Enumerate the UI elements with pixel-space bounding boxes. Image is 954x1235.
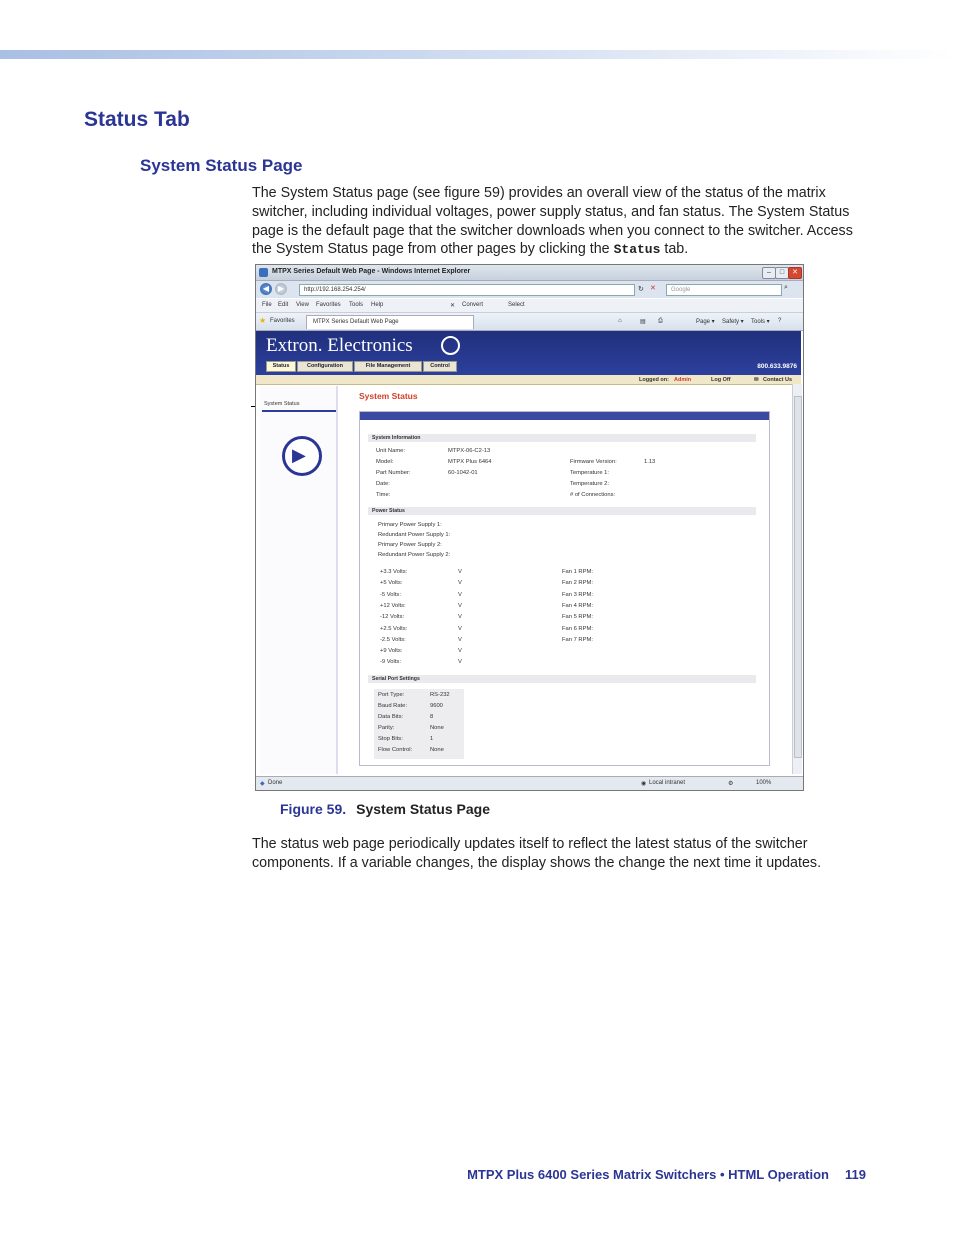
contact-icon[interactable]: ✉	[754, 377, 759, 383]
serial-label: Stop Bits:	[378, 736, 403, 742]
section-heading: Status Tab	[84, 108, 190, 131]
feeds-icon[interactable]: ▤	[640, 319, 646, 325]
menu-edit[interactable]: Edit	[278, 302, 289, 308]
serial-value: 9600	[430, 703, 443, 709]
tab-control[interactable]: Control	[423, 361, 457, 372]
maximize-button[interactable]: □	[775, 267, 789, 279]
search-input[interactable]: Google	[666, 284, 782, 296]
voltage-label: +2.5 Volts:	[380, 625, 408, 632]
voltage-unit: V	[458, 591, 462, 598]
serial-label: Parity:	[378, 725, 395, 731]
intro-paragraph	[252, 184, 862, 260]
search-icon[interactable]: ⌕	[784, 284, 788, 291]
tab-configuration[interactable]: Configuration	[297, 361, 353, 372]
nav-system-status[interactable]: System Status	[262, 399, 336, 412]
voltage-label: -5 Volts:	[380, 591, 401, 598]
serial-label: Port Type:	[378, 692, 405, 698]
voltage-label: +3.3 Volts:	[380, 569, 408, 575]
info-label: Time:	[376, 492, 391, 498]
favorites-button[interactable]: Favorites	[270, 318, 295, 324]
info-label: Unit Name:	[376, 448, 405, 454]
fan-label: Fan 6 RPM:	[562, 625, 593, 632]
help-icon[interactable]: ?	[778, 318, 782, 324]
extron-emblem-icon: ▶	[282, 436, 322, 476]
print-icon[interactable]: ⎙	[658, 318, 663, 324]
voltage-unit: V	[458, 636, 462, 643]
fan-label: Fan 2 RPM:	[562, 580, 593, 587]
zoom-level[interactable]: 100%	[756, 780, 772, 786]
voltage-unit: V	[458, 648, 462, 655]
info-label: Date:	[376, 481, 390, 487]
voltage-label: +12 Volts:	[380, 602, 406, 609]
stop-icon[interactable]: ✕	[650, 285, 656, 292]
info-value: MTPX-06-C2-13	[448, 448, 491, 454]
voltage-unit: V	[458, 569, 462, 575]
page-footer	[467, 1167, 866, 1182]
serial-header: Serial Port Settings	[368, 675, 756, 683]
log-off-link[interactable]: Log Off	[711, 377, 731, 383]
serial-value: 1	[430, 736, 434, 742]
page-title: System Status	[359, 391, 418, 401]
info-label: Part Number:	[376, 470, 411, 476]
session-bar	[256, 375, 801, 385]
serial-label: Baud Rate:	[378, 703, 408, 709]
menu-tools[interactable]: Tools	[349, 302, 364, 308]
scrollbar-thumb[interactable]	[794, 396, 802, 758]
forward-icon[interactable]: ▶	[275, 283, 287, 295]
serial-value: RS-232	[430, 692, 450, 698]
info-label: Temperature 1:	[570, 470, 609, 476]
browser-title-bar	[256, 265, 803, 281]
intro-text: The System Status page (see figure 59) provides an overall view of the status of the matrix switcher, including individual voltages, power supply status, and fan status. The System Status page is the default page that the switcher downloads when you connect to the switcher. Access the System Status page from other pages by clicking the	[252, 185, 853, 258]
favorites-bar	[256, 313, 803, 331]
info-label: Model:	[376, 459, 394, 465]
voltage-unit: V	[458, 659, 462, 666]
browser-status-bar	[256, 776, 803, 790]
voltage-label: +9 Volts:	[380, 648, 403, 655]
tab-status[interactable]: Status	[266, 361, 296, 372]
menu-help[interactable]: Help	[371, 302, 384, 308]
voltage-unit: V	[458, 625, 462, 632]
subsection-heading: System Status Page	[140, 156, 303, 175]
figure-number: Figure 59.	[280, 801, 347, 817]
protected-mode-icon: ⚙	[728, 781, 734, 787]
safety-menu[interactable]: Safety ▾	[722, 319, 744, 325]
close-toolbar-icon[interactable]: ✕	[450, 303, 456, 309]
voltage-label: +5 Volts:	[380, 580, 403, 587]
ie-icon	[259, 268, 268, 277]
tab-file-management[interactable]: File Management	[354, 361, 422, 372]
serial-label: Flow Control:	[378, 747, 413, 753]
home-icon[interactable]: ⌂	[618, 318, 622, 324]
footer-text: MTPX Plus 6400 Series Matrix Switchers • HTML Operation	[467, 1167, 830, 1182]
refresh-icon[interactable]: ↻	[638, 286, 644, 293]
logged-on-label: Logged on:	[639, 377, 669, 383]
serial-settings	[374, 689, 464, 759]
page-scrollbar[interactable]	[792, 384, 802, 774]
header-band	[0, 50, 954, 59]
power-status-header: Power Status	[368, 507, 756, 515]
page-menu[interactable]: Page ▾	[696, 319, 715, 325]
serial-value: None	[430, 725, 444, 731]
info-value: 1.13	[644, 459, 656, 465]
panel-header	[360, 412, 769, 420]
fan-label: Fan 5 RPM:	[562, 614, 593, 621]
voltage-unit: V	[458, 614, 462, 621]
menu-file[interactable]: File	[262, 302, 272, 308]
extron-seal-icon	[441, 336, 460, 355]
info-value: MTPX Plus 6464	[448, 459, 492, 465]
serial-value: 8	[430, 714, 434, 720]
left-nav	[260, 386, 338, 774]
star-icon[interactable]: ★	[259, 316, 267, 325]
voltage-unit: V	[458, 602, 462, 609]
menu-bar	[256, 299, 803, 313]
voltage-label: -9 Volts:	[380, 659, 401, 666]
status-tab-code: Status	[613, 242, 661, 258]
menu-view[interactable]: View	[296, 302, 309, 308]
minimize-button[interactable]: –	[762, 267, 776, 279]
tools-menu[interactable]: Tools ▾	[751, 319, 770, 325]
power-supply-label: Redundant Power Supply 2:	[378, 552, 451, 558]
voltage-label: -2.5 Volts:	[380, 636, 406, 643]
figure-title: System Status Page	[356, 801, 490, 817]
update-paragraph: The status web page periodically updates itself to reflect the latest status of the switcher components. If a variable changes, the display shows the change the next time it updates.	[252, 836, 822, 871]
power-supply-label: Redundant Power Supply 1:	[378, 532, 451, 538]
page-icon: ◆	[260, 781, 265, 787]
fan-label: Fan 4 RPM:	[562, 602, 593, 609]
intranet-icon: ◉	[641, 781, 647, 787]
status-panel	[359, 411, 770, 766]
zone-label: Local intranet	[649, 780, 686, 786]
fan-label: Fan 3 RPM:	[562, 591, 593, 598]
figure-screenshot	[255, 264, 804, 791]
system-info-header: System Information	[368, 434, 756, 442]
status-done: Done	[268, 780, 283, 786]
serial-value: None	[430, 747, 444, 753]
convert-button[interactable]: Convert	[462, 302, 484, 308]
logged-on-user: Admin	[674, 377, 692, 383]
fan-label: Fan 1 RPM:	[562, 569, 593, 575]
extron-header	[256, 331, 801, 375]
voltage-unit: V	[458, 580, 462, 587]
contact-link[interactable]: Contact Us	[763, 377, 793, 383]
back-icon[interactable]: ◀	[260, 283, 272, 295]
address-input[interactable]: http://192.168.254.254/	[299, 284, 635, 296]
intro-text-end: tab.	[660, 241, 689, 258]
power-supply-label: Primary Power Supply 1:	[378, 522, 442, 528]
info-label: Temperature 2:	[570, 481, 609, 487]
menu-favorites[interactable]: Favorites	[316, 302, 341, 308]
info-label: Firmware Version:	[570, 459, 617, 465]
phone-number: 800.633.9876	[757, 363, 797, 370]
info-label: # of Connections:	[570, 492, 616, 498]
info-value: 60-1042-01	[448, 470, 478, 476]
close-button[interactable]: ✕	[788, 267, 802, 279]
address-bar-row	[256, 281, 803, 298]
serial-label: Data Bits:	[378, 714, 404, 720]
figure-caption	[280, 801, 490, 817]
select-button[interactable]: Select	[508, 302, 525, 308]
extron-logo: Extron. Electronics	[266, 335, 413, 356]
window-title: MTPX Series Default Web Page - Windows Internet Explorer	[272, 268, 471, 275]
page-number: 119	[845, 1167, 866, 1182]
browser-tab[interactable]: MTPX Series Default Web Page	[306, 315, 474, 329]
voltage-label: -12 Volts:	[380, 614, 405, 621]
power-supply-label: Primary Power Supply 2:	[378, 542, 442, 548]
fan-label: Fan 7 RPM:	[562, 636, 593, 643]
